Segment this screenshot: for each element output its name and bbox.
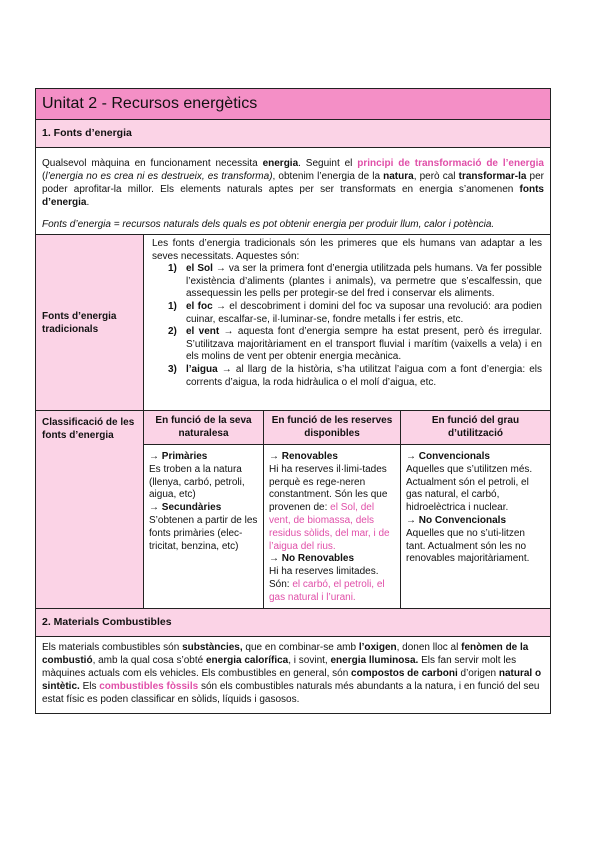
list-item: 1) el Sol → va ser la primera font d’energia utilitzada pels humans. Va fer possible l’existència d’aliments (plantes i animals), va permetre que s’escalfessin, que assequessin les pells per protegir-se del fred i conservar els aliments. [168, 263, 542, 300]
nature-column-header: En funció de la seva naturalesa [144, 411, 263, 445]
reserves-column [264, 411, 401, 608]
document-table [35, 88, 551, 714]
traditional-sources-body [144, 235, 550, 410]
traditional-intro: Les fonts d’energia tradicionals són les primeres que els humans van adaptar a les seves necessitats. Aquestes són: [152, 238, 542, 262]
usage-column [401, 411, 550, 608]
definition-text: Fonts d’energia = recursos naturals dels quals es pot obtenir energia per produir llum, calor i potència. [42, 219, 495, 230]
traditional-sources-row [36, 235, 550, 411]
list-item: 1) el foc → el descobriment i domini del foc va suposar una revolució: ara podien cuinar, escalfar-se, il·luminar-se, fondre metalls i fer estris, etc. [168, 300, 542, 325]
classification-label: Classificació de les fonts d’energia [36, 411, 144, 608]
list-item: 2) el vent → aquesta font d’energia sempre ha estat present, però és irregular. S’utilitzava majoritàriament en el transport fluvial i marítim (vaixells a vela) i en els molins de vent per obtenir energia mecànica. [168, 326, 542, 363]
nature-column [144, 411, 264, 608]
list-item: 3) l’aigua → al llarg de la història, s’ha utilitzat l’aigua com a font d’energia: els corrents d’aigua, la roda hidràulica o el molí d’aigua, etc. [168, 363, 542, 388]
intro-text: Qualsevol màquina en funcionament necessita energia. Seguint el principi de transformació de l’energia (l’energia no es crea ni es destrueix, es transforma), obtenim l’energia de la natura, però cal transformar-la per poder aprofitar-la millor. Els elements naturals aptes per ser transformats en energia s’anomenen fonts d’energia. [42, 158, 544, 208]
usage-column-body: → Convencionals Aquelles que s’utilitzen més. Actualment són el petroli, el gas natural, el carbó, hidroelèctrica i nuclear. → No Convencionals Aquelles que no s’uti-litzen tant. Actualment són les no renovables majoritàriament. [406, 451, 533, 565]
reserves-column-header: En funció de les reserves disponibles [264, 411, 400, 445]
nature-column-body: → Primàries Es troben a la natura (llenya, carbó, petroli, aigua, etc) → Secundàries S’obtenen a partir de les fonts primàries (elec- tricitat, benzina, etc) [149, 451, 258, 552]
reserves-column-body: → Renovables Hi ha reserves il·limi-tades perquè es rege-neren constantment. Són les que provenen de: el Sol, del vent, de biomassa, dels residus sòlids, del mar, i de l’aigua del rius. → No Renovables Hi ha reserves limitades. Són: el carbó, el petroli, el gas natural i l’urani. [269, 451, 390, 603]
traditional-list [152, 263, 542, 389]
fuels-paragraph [36, 637, 550, 713]
page-title: Unitat 2 - Recursos energètics [36, 89, 550, 120]
fuels-text: Els materials combustibles són substàncies, que en combinar-se amb l’oxigen, donen lloc al fenòmen de la combustió, amb la qual cosa s’obté energia calorífica, i sovint, energia lluminosa. Els fan servir molt les màquines actuals com els vehicles. Els combustibles en general, són compostos de carboni d’origen natural o sintètic. Els combustibles fòssils són els combustibles naturals més abundants a la natura, i en funció del seu estat físic es poden classificar en sòlids, líquids i gasosos. [42, 642, 542, 705]
section-heading-energy-sources: 1. Fonts d’energia [36, 120, 550, 148]
classification-row [36, 411, 550, 609]
usage-column-header: En funció del grau d’utilització [401, 411, 550, 445]
intro-paragraph [36, 148, 550, 235]
traditional-sources-label: Fonts d’energia tradicionals [36, 235, 144, 410]
section-heading-fuels: 2. Materials Combustibles [36, 609, 550, 637]
